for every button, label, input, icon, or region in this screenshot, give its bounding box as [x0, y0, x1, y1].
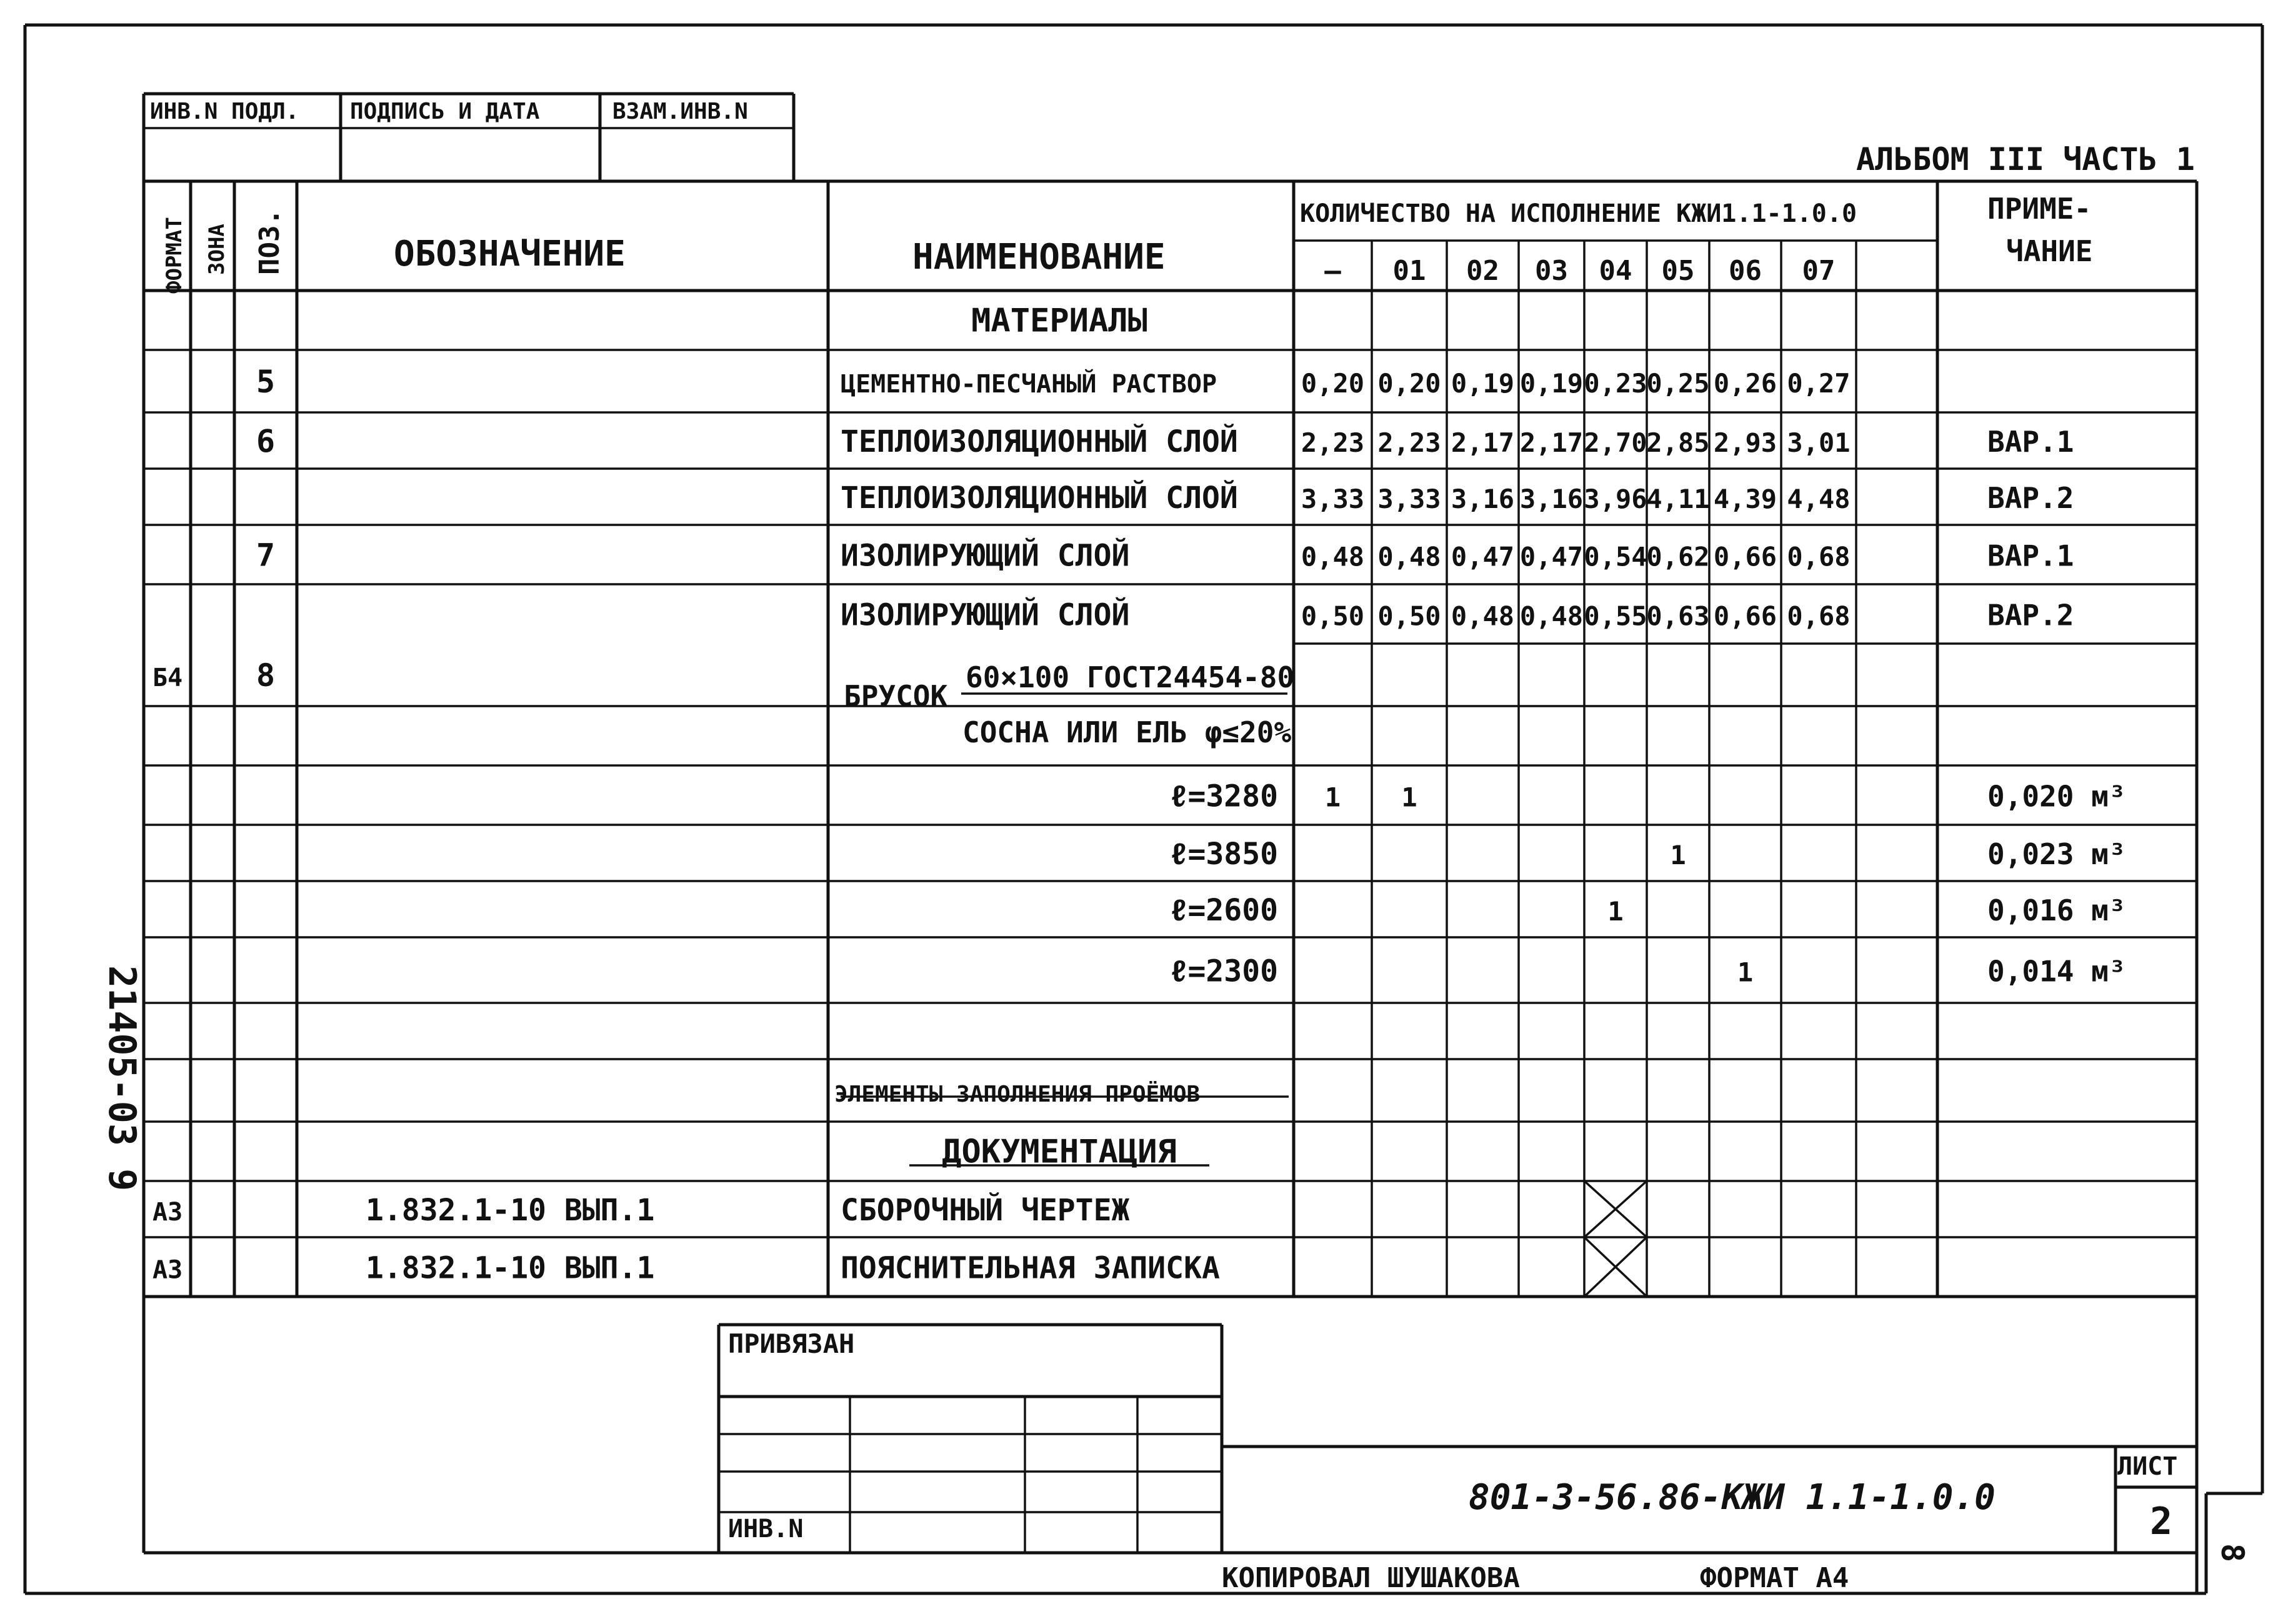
- cell-qty-5: 0,63: [1646, 600, 1710, 632]
- cell-designation: 1.832.1-10 ВЫП.1: [366, 1250, 655, 1286]
- cell-name: ТЕПЛОИЗОЛЯЦИОННЫЙ СЛОЙ: [841, 481, 1238, 516]
- cell-qty-2: 0,19: [1451, 368, 1515, 399]
- cell-qty-4: 1: [1607, 896, 1624, 927]
- cell-qty-6: 4,39: [1713, 484, 1777, 514]
- cell-qty-5: 4,11: [1646, 484, 1710, 514]
- cell-qty-0: 0,48: [1301, 541, 1365, 572]
- cell-name: МАТЕРИАЛЫ: [971, 302, 1147, 340]
- footer-format: ФОРМАТ А4: [1700, 1562, 1849, 1594]
- cell-qty-3: 3,16: [1519, 484, 1584, 514]
- cell-qty-4: 3,96: [1584, 484, 1647, 514]
- stamp-inv: ИНВ.N: [728, 1515, 804, 1543]
- cell-note: 0,014 м³: [1987, 954, 2126, 989]
- variant-header-1: 01: [1392, 255, 1426, 287]
- cell-qty-2: 2,17: [1451, 427, 1515, 458]
- cell-name: ℓ=2300: [1169, 954, 1278, 989]
- cell-note: ВАР.2: [1987, 598, 2074, 632]
- cell-name: ℓ=2600: [1169, 893, 1278, 928]
- variant-header-3: 03: [1535, 255, 1568, 287]
- cell-qty-5: 1: [1670, 840, 1686, 870]
- bar-denominator: СОСНА ИЛИ ЕЛЬ φ≤20%: [962, 715, 1292, 749]
- cell-name: ТЕПЛОИЗОЛЯЦИОННЫЙ СЛОЙ: [841, 424, 1238, 459]
- cell-note: ВАР.1: [1987, 539, 2074, 573]
- cell-qty-5: 0,62: [1646, 541, 1710, 572]
- cell-name: ЭЛЕМЕНТЫ ЗАПОЛНЕНИЯ ПРОЁМОВ: [834, 1082, 1201, 1107]
- cell-designation: 1.832.1-10 ВЫП.1: [366, 1193, 655, 1228]
- cell-name: ДОКУМЕНТАЦИЯ: [942, 1133, 1177, 1171]
- cell-name: ℓ=3280: [1169, 779, 1278, 814]
- cell-name: ИЗОЛИРУЮЩИЙ СЛОЙ: [841, 597, 1130, 633]
- variant-header-7: 07: [1802, 255, 1836, 287]
- cell-qty-3: 0,47: [1519, 541, 1584, 572]
- table-row: [152, 657, 275, 694]
- cell-qty-4: 0,23: [1584, 368, 1647, 399]
- cell-qty-2: 0,48: [1451, 600, 1515, 632]
- cell-format: Б4: [152, 664, 183, 692]
- cell-qty-5: 0,25: [1646, 368, 1710, 399]
- cell-qty-3: 0,19: [1519, 368, 1584, 399]
- table-row: [256, 537, 2074, 574]
- side-code: 21405-03 9: [100, 965, 144, 1192]
- cell-qty-2: 3,16: [1451, 484, 1515, 514]
- cell-qty-1: 1: [1401, 782, 1417, 813]
- cell-pos: 8: [256, 657, 276, 694]
- table-row: [841, 480, 2074, 516]
- table-row: [971, 302, 1147, 340]
- stamp-top-sign-header: ПОДПИСЬ И ДАТА: [350, 99, 540, 124]
- variant-header-2: 02: [1466, 255, 1499, 287]
- cell-qty-6: 1: [1737, 957, 1754, 988]
- variant-header-4: 04: [1599, 255, 1632, 287]
- cell-qty-4: 2,70: [1584, 427, 1647, 458]
- cell-note: 0,023 м³: [1987, 837, 2126, 871]
- cell-qty-7: 0,68: [1787, 541, 1851, 572]
- cell-qty-1: 0,20: [1377, 368, 1441, 399]
- stamp-privyazan: ПРИВЯЗАН: [728, 1328, 855, 1359]
- cell-name: ПОЯСНИТЕЛЬНАЯ ЗАПИСКА: [841, 1250, 1220, 1286]
- cell-qty-0: 0,20: [1301, 368, 1365, 399]
- stamp-sheet-number: 2: [2150, 1500, 2173, 1543]
- cell-name: СБОРОЧНЫЙ ЧЕРТЕЖ: [841, 1193, 1130, 1228]
- cell-pos: 6: [256, 423, 276, 459]
- cell-qty-6: 0,66: [1713, 541, 1777, 572]
- table-row: [152, 1192, 1129, 1228]
- stamp-edge-number: 8: [2214, 1543, 2251, 1563]
- cell-name: ИЗОЛИРУЮЩИЙ СЛОЙ: [841, 538, 1130, 574]
- header-designation: ОБОЗНАЧЕНИЕ: [394, 234, 626, 274]
- bar-prefix: БРУСОК: [844, 679, 948, 713]
- stamp-doc-code: 801-3-56.86-КЖИ 1.1-1.0.0: [1469, 1477, 1996, 1518]
- cell-qty-1: 2,23: [1377, 427, 1441, 458]
- cell-qty-0: 3,33: [1301, 484, 1365, 514]
- table-row: [256, 423, 2074, 459]
- footer-copied: КОПИРОВАЛ ШУШАКОВА: [1222, 1562, 1520, 1594]
- variant-header-5: 05: [1661, 255, 1695, 287]
- table-row: [942, 1133, 1177, 1171]
- stamp-top-replace-header: ВЗАМ.ИНВ.N: [612, 99, 748, 124]
- header-note-line2: ЧАНИЕ: [2006, 234, 2093, 268]
- table-row: [834, 1081, 1200, 1107]
- header-note-line1: ПРИМЕ-: [1987, 192, 2092, 226]
- cell-pos: 7: [256, 537, 276, 574]
- cell-qty-0: 1: [1324, 782, 1341, 813]
- cell-qty-7: 3,01: [1787, 427, 1851, 458]
- table-row: [841, 597, 2074, 633]
- cell-name: ЦЕМЕНТНО-ПЕСЧАНЫЙ РАСТВОР: [841, 370, 1217, 399]
- table-row: [152, 1251, 1220, 1286]
- cell-name: ℓ=3850: [1169, 837, 1278, 872]
- cell-note: 0,016 м³: [1987, 894, 2126, 927]
- bar-numerator: 60×100 ГОСТ24454-80: [966, 660, 1295, 694]
- cell-qty-0: 2,23: [1301, 427, 1365, 458]
- cell-qty-3: 2,17: [1519, 427, 1584, 458]
- cell-qty-4: 0,54: [1584, 541, 1647, 572]
- cell-qty-7: 0,27: [1787, 368, 1851, 399]
- cell-qty-1: 3,33: [1377, 484, 1441, 514]
- cell-note: ВАР.1: [1987, 425, 2074, 459]
- cell-qty-3: 0,48: [1519, 600, 1584, 632]
- header-zone: ЗОНА: [204, 224, 229, 275]
- stamp-sheet-label: ЛИСТ: [2117, 1452, 2178, 1481]
- cell-qty-6: 0,26: [1713, 368, 1777, 399]
- stamp-top-inv-header: ИНВ.N ПОДЛ.: [150, 99, 299, 124]
- variant-header-6: 06: [1729, 255, 1762, 287]
- cell-qty-1: 0,48: [1377, 541, 1441, 572]
- header-quantity: КОЛИЧЕСТВО НА ИСПОЛНЕНИЕ КЖИ1.1-1.0.0: [1300, 199, 1857, 228]
- cell-pos: 5: [256, 364, 276, 400]
- variant-header-0: —: [1324, 255, 1341, 287]
- cell-note: 0,020 м³: [1987, 779, 2126, 814]
- cell-qty-6: 0,66: [1713, 600, 1777, 632]
- cell-qty-6: 2,93: [1713, 427, 1777, 458]
- table-row: [256, 364, 1851, 400]
- variant-headers: [1324, 255, 1835, 287]
- cell-qty-7: 4,48: [1787, 484, 1851, 514]
- header-format: ФОРМАТ: [162, 217, 187, 294]
- cell-qty-5: 2,85: [1646, 427, 1710, 458]
- cell-qty-4: 0,55: [1584, 600, 1647, 632]
- album-label: АЛЬБОМ III ЧАСТЬ 1: [1856, 141, 2195, 177]
- header-name: НАИМЕНОВАНИЕ: [912, 237, 1166, 277]
- cell-format: А3: [152, 1198, 183, 1227]
- cell-format: А3: [152, 1255, 183, 1285]
- cell-qty-1: 0,50: [1377, 600, 1441, 632]
- cell-qty-7: 0,68: [1787, 600, 1851, 632]
- spec-table-body: [152, 302, 2126, 1286]
- cell-note: ВАР.2: [1987, 481, 2074, 515]
- cell-qty-2: 0,47: [1451, 541, 1515, 572]
- header-pos: ПОЗ.: [254, 209, 286, 275]
- cell-qty-0: 0,50: [1301, 600, 1365, 632]
